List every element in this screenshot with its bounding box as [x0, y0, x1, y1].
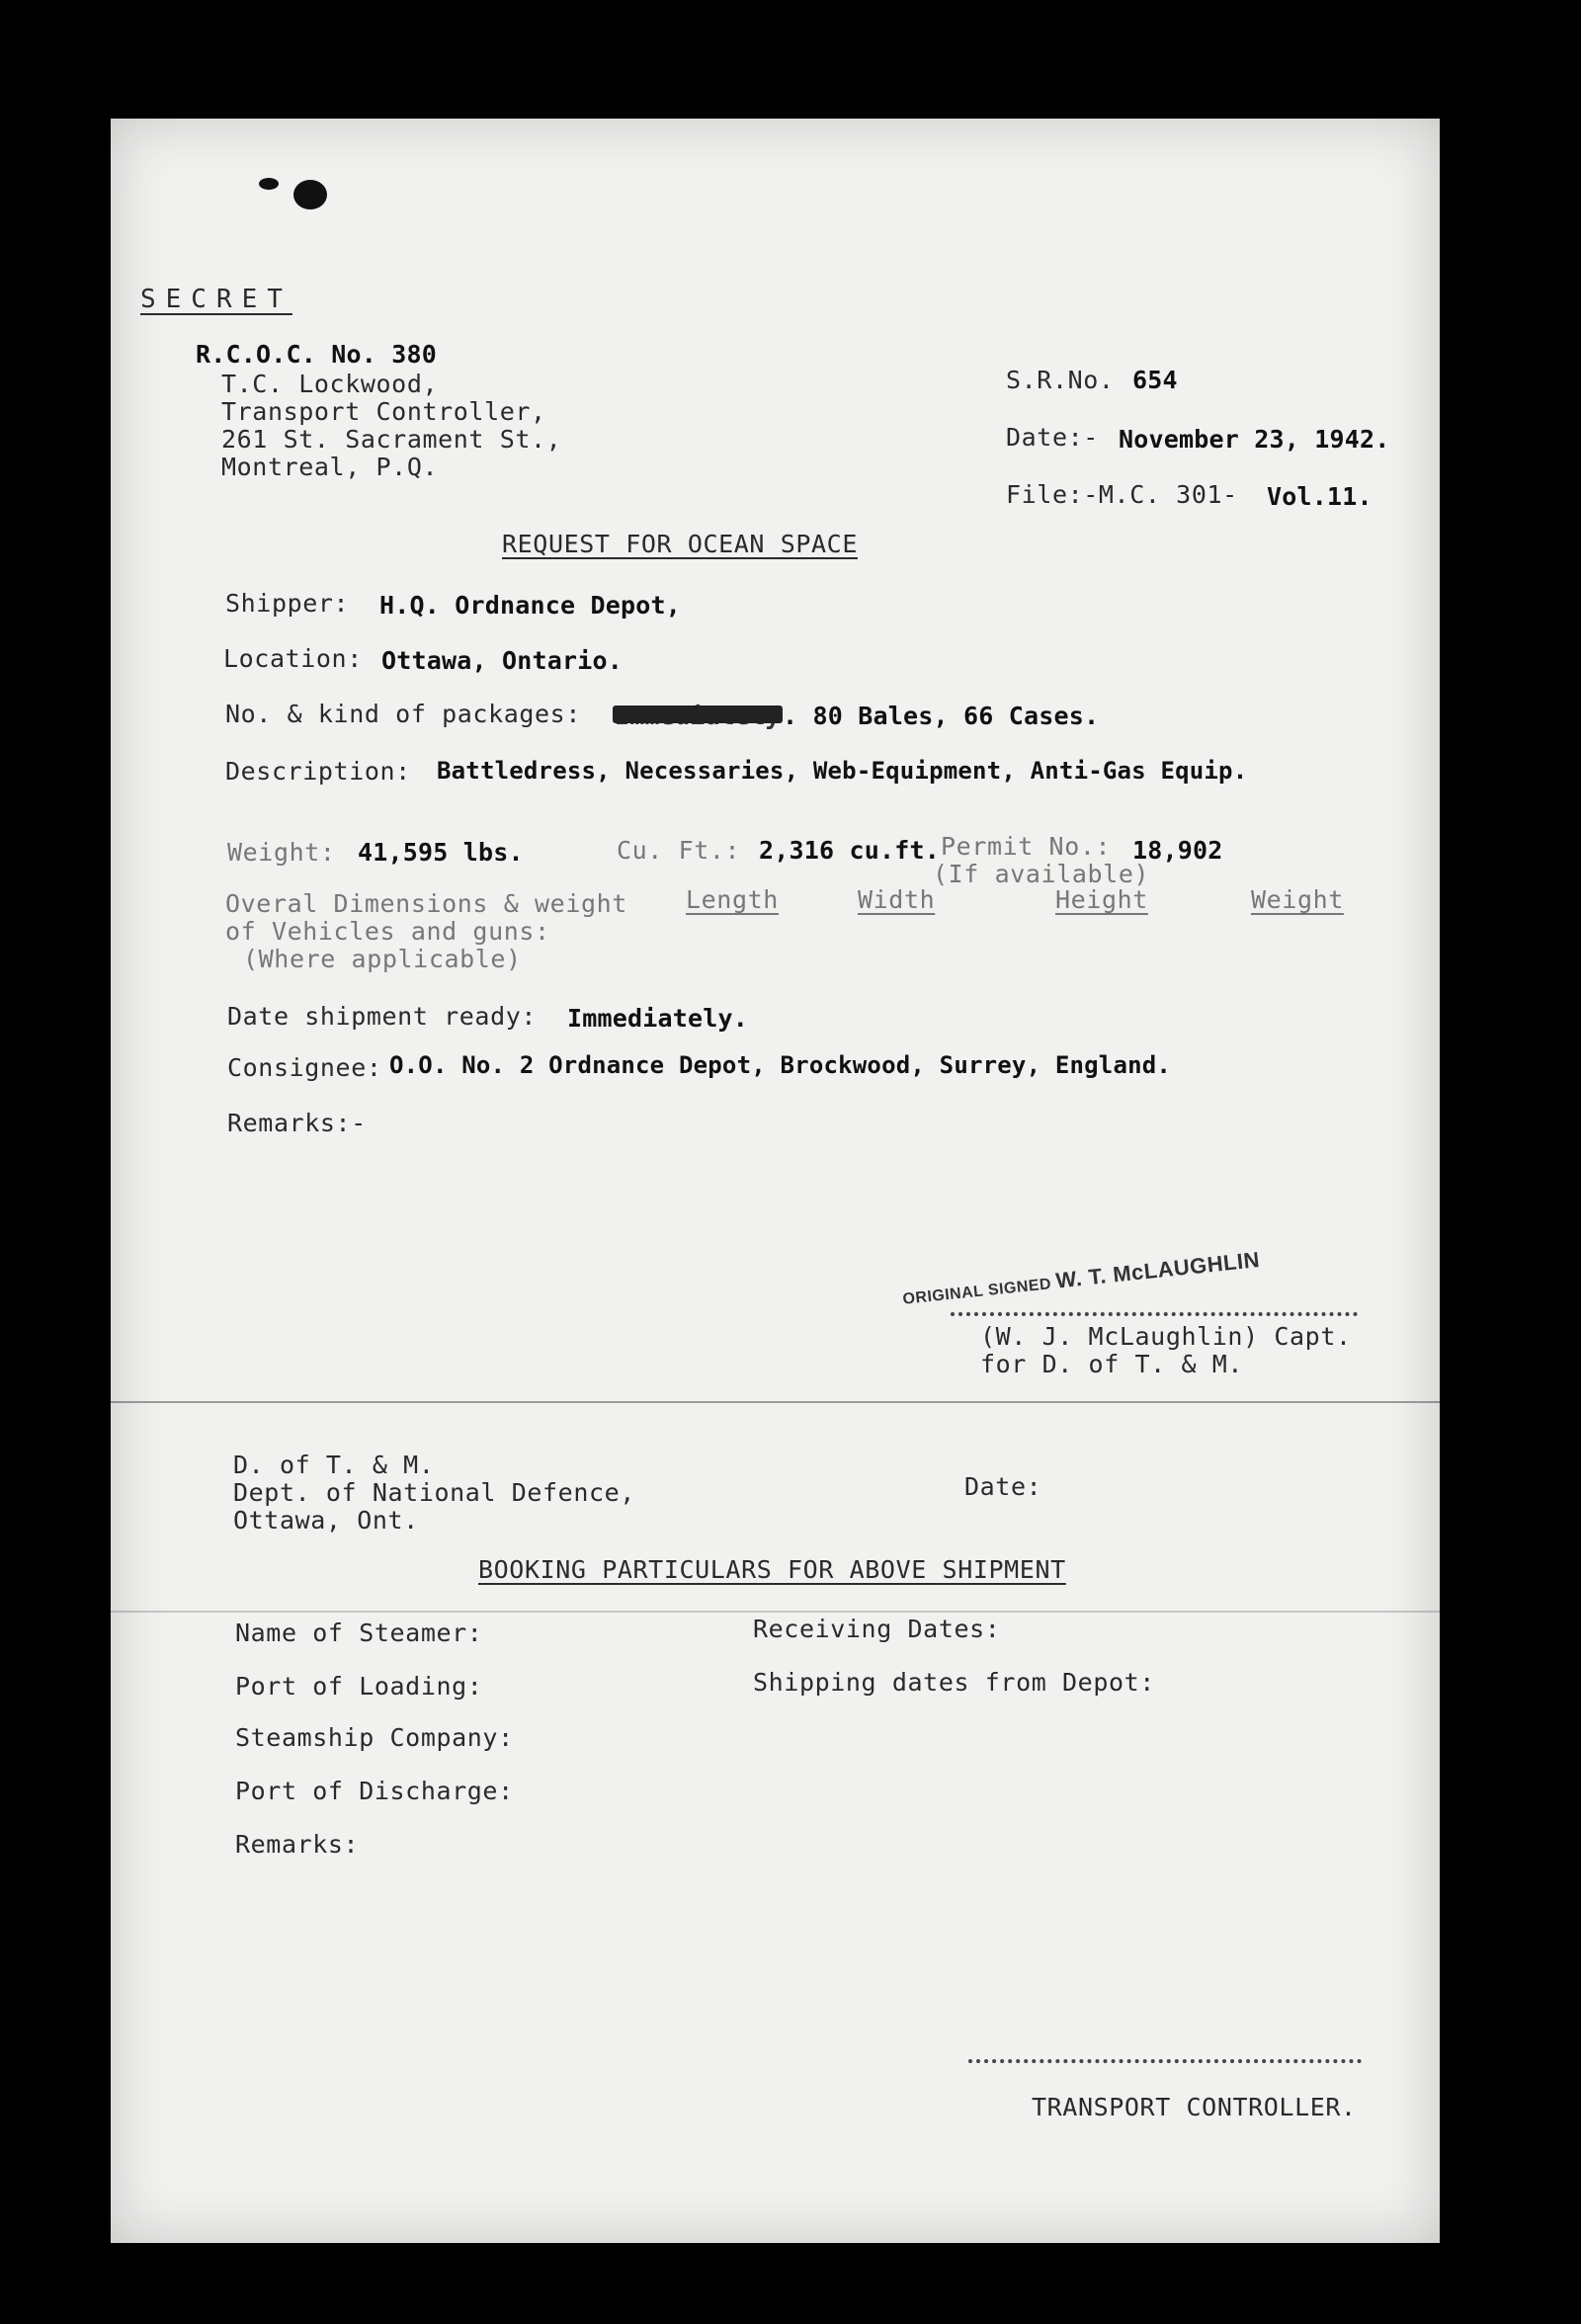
addressee-line: D. of T. & M.: [233, 1451, 435, 1479]
dimensions-line: Overal Dimensions & weight: [225, 889, 627, 918]
permit-value: 18,902: [1132, 836, 1223, 865]
strikeout-mark: [613, 706, 783, 723]
remarks-label: Remarks:-: [227, 1109, 367, 1137]
sr-value: 654: [1132, 366, 1178, 394]
location-value: Ottawa, Ontario.: [381, 646, 624, 675]
addressee-line: Dept. of National Defence,: [233, 1478, 635, 1507]
dimension-column-width: Width: [858, 885, 936, 914]
signature-line: [951, 1312, 1358, 1316]
cuft-label: Cu. Ft.:: [617, 836, 741, 865]
addressee-line: Ottawa, Ont.: [233, 1506, 419, 1535]
controller-signoff: TRANSPORT CONTROLLER.: [1032, 2093, 1357, 2121]
shipping-dates-label: Shipping dates from Depot:: [753, 1668, 1155, 1697]
signature-name: (W. J. McLaughlin) Capt.: [980, 1322, 1352, 1351]
discharge-label: Port of Discharge:: [235, 1777, 514, 1805]
request-title: REQUEST FOR OCEAN SPACE: [502, 530, 858, 558]
reference-number: R.C.O.C. No. 380: [196, 340, 438, 369]
consignee-value: O.O. No. 2 Ordnance Depot, Brockwood, Surrey, England.: [389, 1051, 1172, 1079]
date-value: November 23, 1942.: [1119, 425, 1390, 454]
file-value: Vol.11.: [1267, 482, 1373, 511]
weight-label: Weight:: [227, 838, 336, 867]
port-loading-label: Port of Loading:: [235, 1672, 483, 1701]
receiving-dates-label: Receiving Dates:: [753, 1615, 1001, 1643]
ink-blot: [293, 180, 327, 209]
fold-line: [111, 1611, 1440, 1613]
ready-label: Date shipment ready:: [227, 1002, 538, 1031]
steamer-label: Name of Steamer:: [235, 1618, 483, 1647]
dimension-column-weight: Weight: [1251, 885, 1344, 914]
shipper-label: Shipper:: [225, 589, 350, 618]
stamp-prefix: ORIGINAL SIGNED: [901, 1276, 1052, 1308]
dimension-column-height: Height: [1055, 885, 1148, 914]
sender-line: Transport Controller,: [221, 397, 546, 426]
permit-label: Permit No.:: [941, 832, 1112, 861]
stamp-name: W. T. McLAUGHLIN: [1054, 1247, 1262, 1293]
sender-line: Montreal, P.Q.: [221, 453, 439, 481]
ink-blot: [259, 178, 279, 190]
location-label: Location:: [223, 644, 363, 673]
signature-role: for D. of T. & M.: [980, 1350, 1244, 1378]
sender-line: T.C. Lockwood,: [221, 370, 439, 398]
sr-label: S.R.No.: [1006, 366, 1115, 394]
date-label: Date:-: [1006, 423, 1099, 452]
shipper-value: H.Q. Ordnance Depot,: [379, 591, 682, 620]
booking-remarks-label: Remarks:: [235, 1830, 360, 1859]
weight-value: 41,595 lbs.: [358, 838, 524, 867]
consignee-label: Consignee:: [227, 1053, 382, 1082]
description-label: Description:: [225, 757, 411, 786]
file-label: File:-M.C. 301-: [1006, 480, 1238, 509]
packages-label: No. & kind of packages:: [225, 700, 581, 728]
permit-note: (If available): [933, 860, 1150, 888]
packages-value: . 80 Bales, 66 Cases.: [783, 702, 1100, 730]
dimensions-line: of Vehicles and guns:: [225, 917, 550, 946]
controller-signature-line: [968, 2059, 1362, 2063]
dimension-column-length: Length: [686, 885, 779, 914]
booking-title: BOOKING PARTICULARS FOR ABOVE SHIPMENT: [478, 1555, 1066, 1584]
addressee-date-label: Date:: [964, 1472, 1042, 1501]
sender-line: 261 St. Sacrament St.,: [221, 425, 562, 454]
cuft-value: 2,316 cu.ft.: [759, 836, 941, 865]
fold-line: [111, 1401, 1440, 1403]
classification-mark: SECRET: [140, 285, 292, 314]
ready-value: Immediately.: [567, 1004, 749, 1033]
company-label: Steamship Company:: [235, 1723, 514, 1752]
description-value: Battledress, Necessaries, Web-Equipment, Anti-Gas Equip.: [437, 757, 1248, 785]
dimensions-line: (Where applicable): [243, 945, 522, 973]
